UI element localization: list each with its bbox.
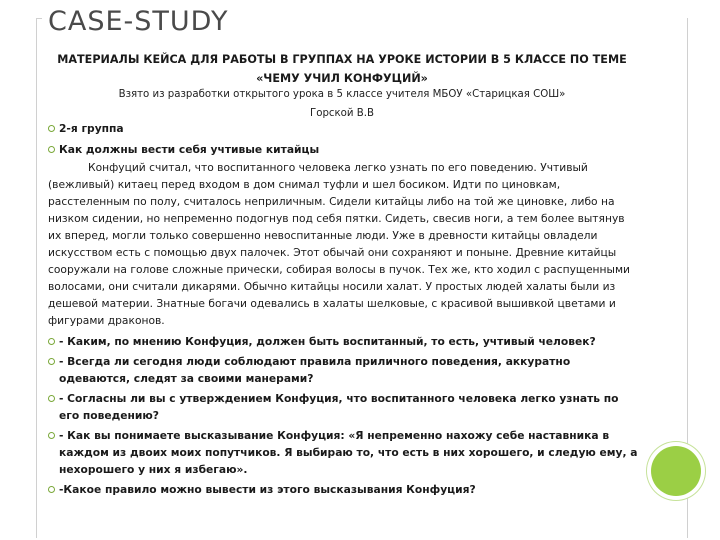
group-bullet	[48, 120, 638, 137]
bullet-circle-icon	[48, 486, 55, 493]
question-item	[48, 427, 638, 478]
question-text: - Как вы понимаете высказывание Конфуция: «Я непременно нахожу себе наставника в каждом из двоих моих попутчиков. Я выбираю то, что есть в них хорошего, и следую ему, а нехорошего у них я избегаю».	[59, 429, 638, 476]
case-heading: МАТЕРИАЛЫ КЕЙСА ДЛЯ РАБОТЫ В ГРУППАХ НА УРОКЕ ИСТОРИИ В 5 КЛАССЕ ПО ТЕМЕ «ЧЕМУ УЧИЛ КОНФУЦИЙ»	[57, 53, 627, 85]
bullet-circle-icon	[48, 395, 55, 402]
case-paragraph: Конфуций считал, что воспитанного человека легко узнать по его поведению. Учтивый (вежливый) китаец перед входом в дом снимал туфли и шел босиком. Идти по циновкам, расстеленным по полу, считалось неприличным. Сидели китайцы либо на той же циновке, либо на низком сидении, но непременно подогнув под себя пятки. Сидеть, свесив ноги, а тем более вытянув их вперед, могли только совершенно невоспитанные люди. Уже в древности китайцы овладели искусством есть с помощью двух палочек. Этот обычай они сохраняют и поныне. Древние китайцы сооружали на голове сложные прически, собирая волосы в пучок. Тех же, кто ходил с распущенными волосами, они считали дикарями. Обычно китайцы носили халат. У простых людей халаты были из дешевой материи. Знатные богачи одевались в халаты шелковые, с красивой вышивкой цветами и фигурами драконов.	[48, 161, 630, 327]
question-text: - Каким, по мнению Конфуция, должен быть воспитанный, то есть, учтивый человек?	[59, 335, 596, 348]
source-line-1: Взято из разработки открытого урока в 5 классе учителя МБОУ «Старицкая СОШ»	[118, 89, 566, 100]
bullet-circle-icon	[48, 358, 55, 365]
question-item	[48, 333, 638, 350]
question-text: -Какое правило можно вывести из этого высказывания Конфуция?	[59, 483, 476, 496]
question-text: - Согласны ли вы с утверждением Конфуция, что воспитанного человека легко узнать по его поведению?	[59, 392, 619, 422]
question-item	[48, 481, 638, 498]
frame-corner	[36, 18, 42, 19]
question-text: - Всегда ли сегодня люди соблюдают правила приличного поведения, аккуратно одеваются, следят за своими манерами?	[59, 355, 571, 385]
topic-bullet	[48, 141, 638, 158]
slide-content	[48, 120, 638, 501]
question-item	[48, 353, 638, 387]
source-line-2: Горской В.В	[310, 108, 374, 119]
question-item	[48, 390, 638, 424]
decorative-green-circle	[651, 446, 701, 496]
slide-title: CASE-STUDY	[48, 6, 229, 37]
topic-label: Как должны вести себя учтивые китайцы	[59, 143, 320, 156]
bullet-circle-icon	[48, 338, 55, 345]
group-label: 2-я группа	[59, 122, 124, 135]
bullet-circle-icon	[48, 125, 55, 132]
source-note	[48, 85, 636, 123]
bullet-circle-icon	[48, 432, 55, 439]
bullet-circle-icon	[48, 146, 55, 153]
